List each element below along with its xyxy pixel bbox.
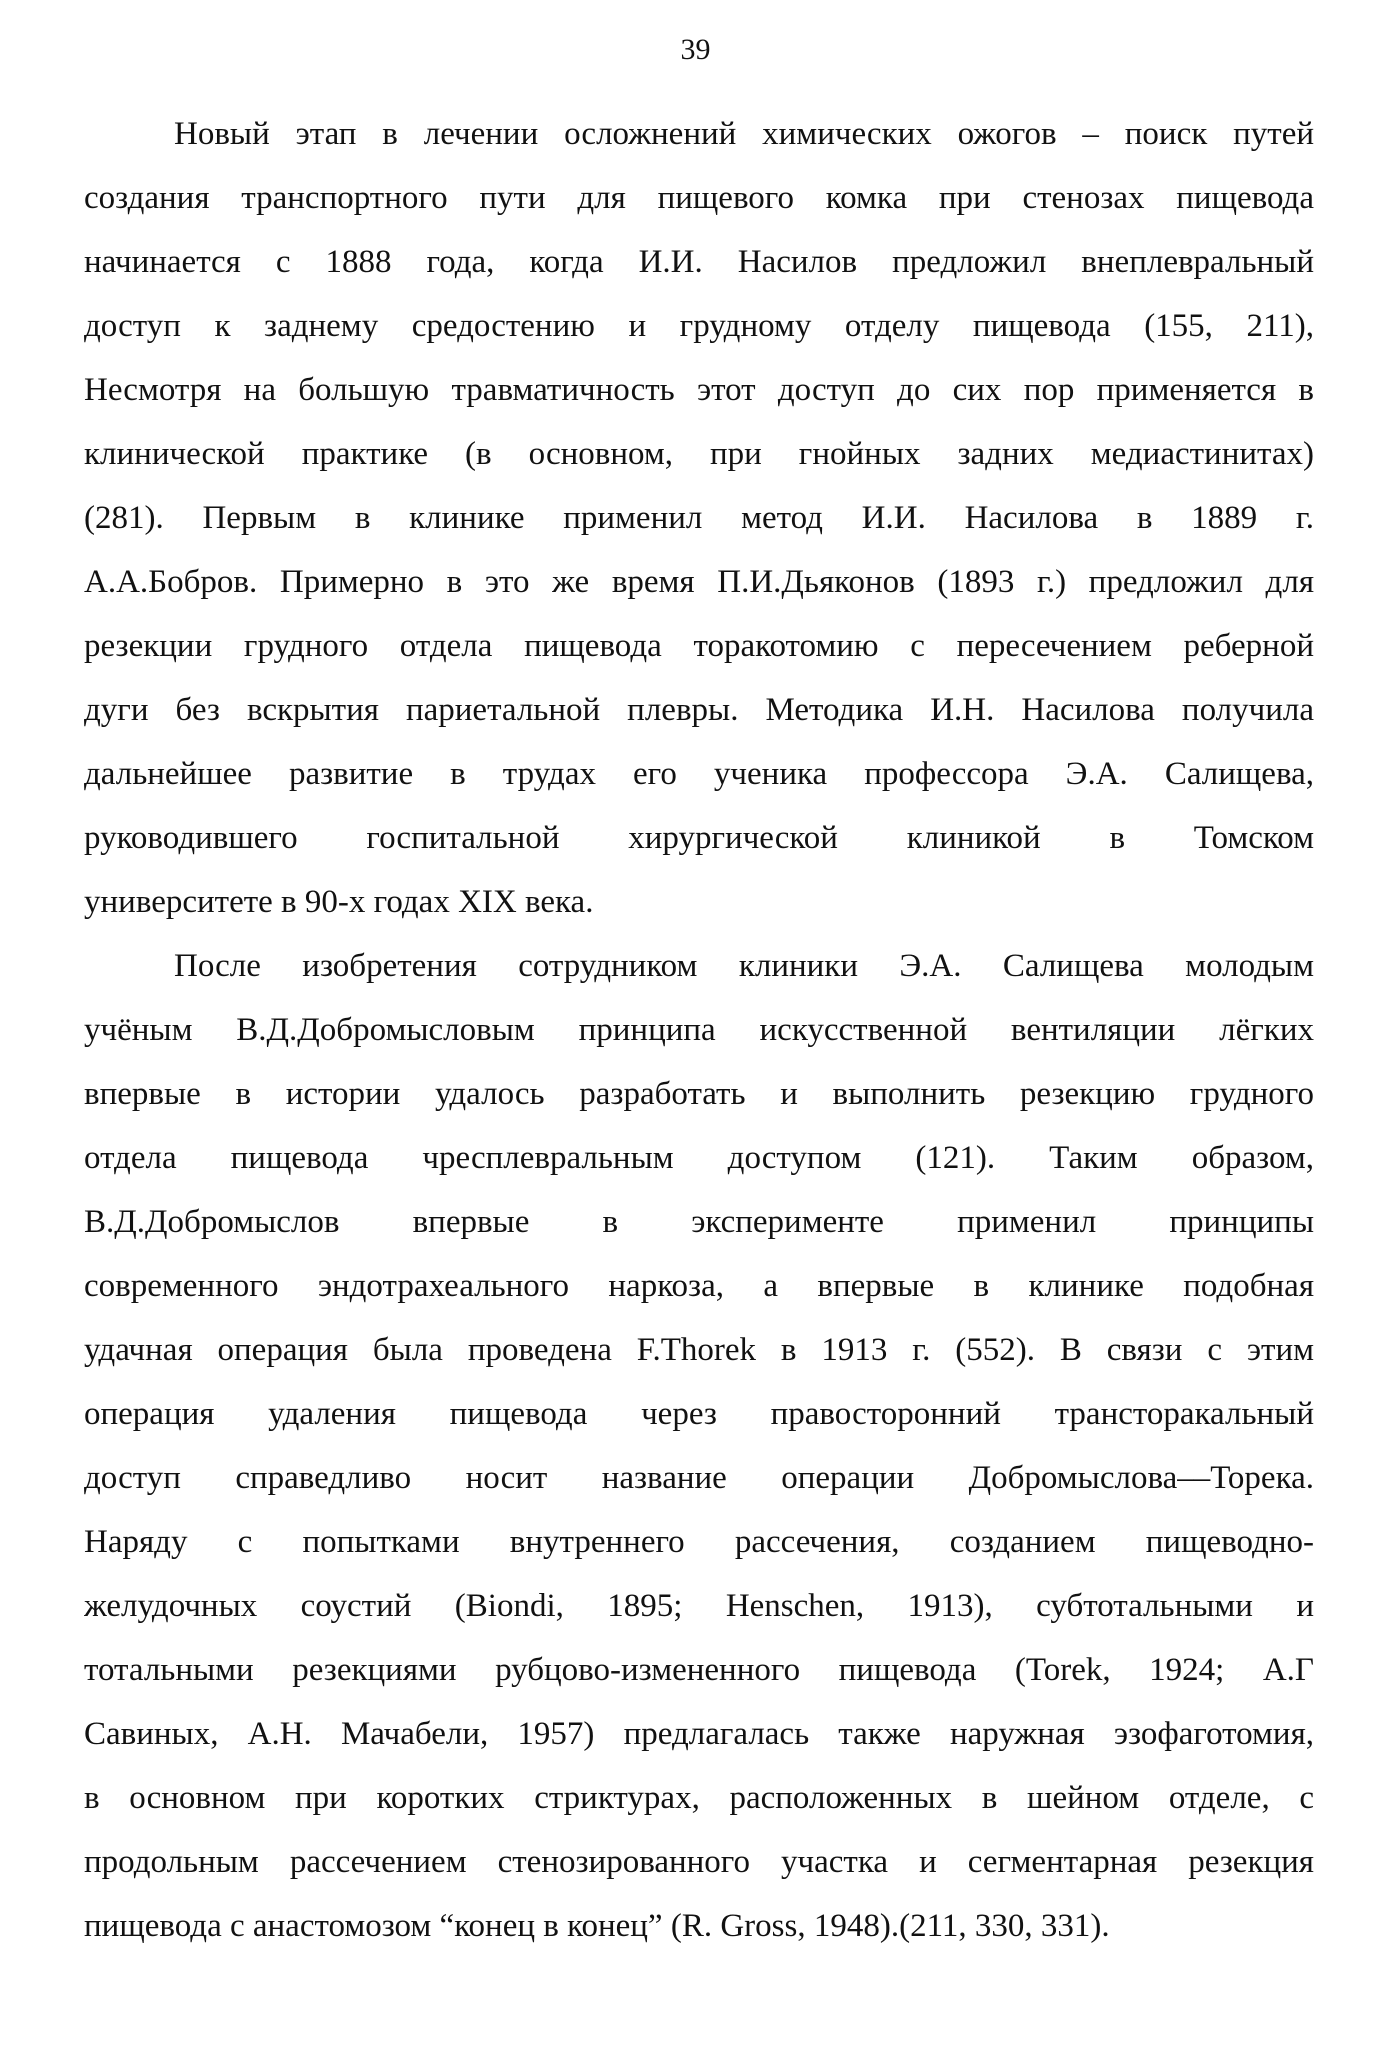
- text-line: Савиных, А.Н. Мачабели, 1957) предлагалась также наружная эзофаготомия,: [84, 1716, 1314, 1752]
- text-line: университете в 90-х годах XIX века.: [84, 884, 594, 920]
- paragraph-1: [84, 102, 1314, 934]
- text-line: современного эндотрахеального наркоза, а впервые в клинике подобная: [84, 1268, 1314, 1304]
- page-number: 39: [680, 33, 711, 66]
- text-line: продольным рассечением стенозированного участка и сегментарная резекция: [84, 1844, 1314, 1880]
- body-text: [84, 102, 1314, 1958]
- text-line: впервые в истории удалось разработать и выполнить резекцию грудного: [84, 1076, 1314, 1112]
- text-line: учёным В.Д.Добромысловым принципа искусственной вентиляции лёгких: [84, 1012, 1314, 1048]
- text-line: отдела пищевода чресплевральным доступом (121). Таким образом,: [84, 1140, 1314, 1176]
- text-line: резекции грудного отдела пищевода торакотомию с пересечением реберной: [84, 628, 1314, 664]
- text-line: доступ к заднему средостению и грудному отделу пищевода (155, 211),: [84, 308, 1314, 344]
- text-line: пищевода с анастомозом “конец в конец” (R. Gross, 1948).(211, 330, 331).: [84, 1908, 1110, 1944]
- text-line: тотальными резекциями рубцово-измененного пищевода (Torek, 1924; А.Г: [84, 1652, 1314, 1688]
- text-line: удачная операция была проведена F.Thorek в 1913 г. (552). В связи с этим: [84, 1332, 1314, 1368]
- text-line: После изобретения сотрудником клиники Э.А. Салищева молодым: [174, 948, 1314, 984]
- text-line: (281). Первым в клинике применил метод И.И. Насилова в 1889 г.: [84, 500, 1314, 536]
- text-line: дуги без вскрытия париетальной плевры. Методика И.Н. Насилова получила: [84, 692, 1314, 728]
- text-line: создания транспортного пути для пищевого комка при стенозах пищевода: [84, 180, 1314, 216]
- text-line: руководившего госпитальной хирургической клиникой в Томском: [84, 820, 1314, 856]
- text-line: А.А.Бобров. Примерно в это же время П.И.Дьяконов (1893 г.) предложил для: [84, 564, 1314, 600]
- text-line: Несмотря на большую травматичность этот доступ до сих пор применяется в: [84, 372, 1314, 408]
- text-line: начинается с 1888 года, когда И.И. Насилов предложил внеплевральный: [84, 244, 1314, 280]
- text-line: в основном при коротких стриктурах, расположенных в шейном отделе, с: [84, 1780, 1314, 1816]
- text-line: Новый этап в лечении осложнений химических ожогов – поиск путей: [174, 116, 1314, 152]
- text-line: клинической практике (в основном, при гнойных задних медиастинитах): [84, 436, 1314, 472]
- paragraph-2: [84, 934, 1314, 1958]
- text-line: операция удаления пищевода через правосторонний трансторакальный: [84, 1396, 1314, 1432]
- text-line: В.Д.Добромыслов впервые в эксперименте применил принципы: [84, 1204, 1314, 1240]
- text-line: желудочных соустий (Biondi, 1895; Henschen, 1913), субтотальными и: [84, 1588, 1314, 1624]
- text-line: Наряду с попытками внутреннего рассечения, созданием пищеводно-: [84, 1524, 1314, 1560]
- text-line: доступ справедливо носит название операции Добромыслова––Торека.: [84, 1460, 1314, 1496]
- text-line: дальнейшее развитие в трудах его ученика профессора Э.А. Салищева,: [84, 756, 1314, 792]
